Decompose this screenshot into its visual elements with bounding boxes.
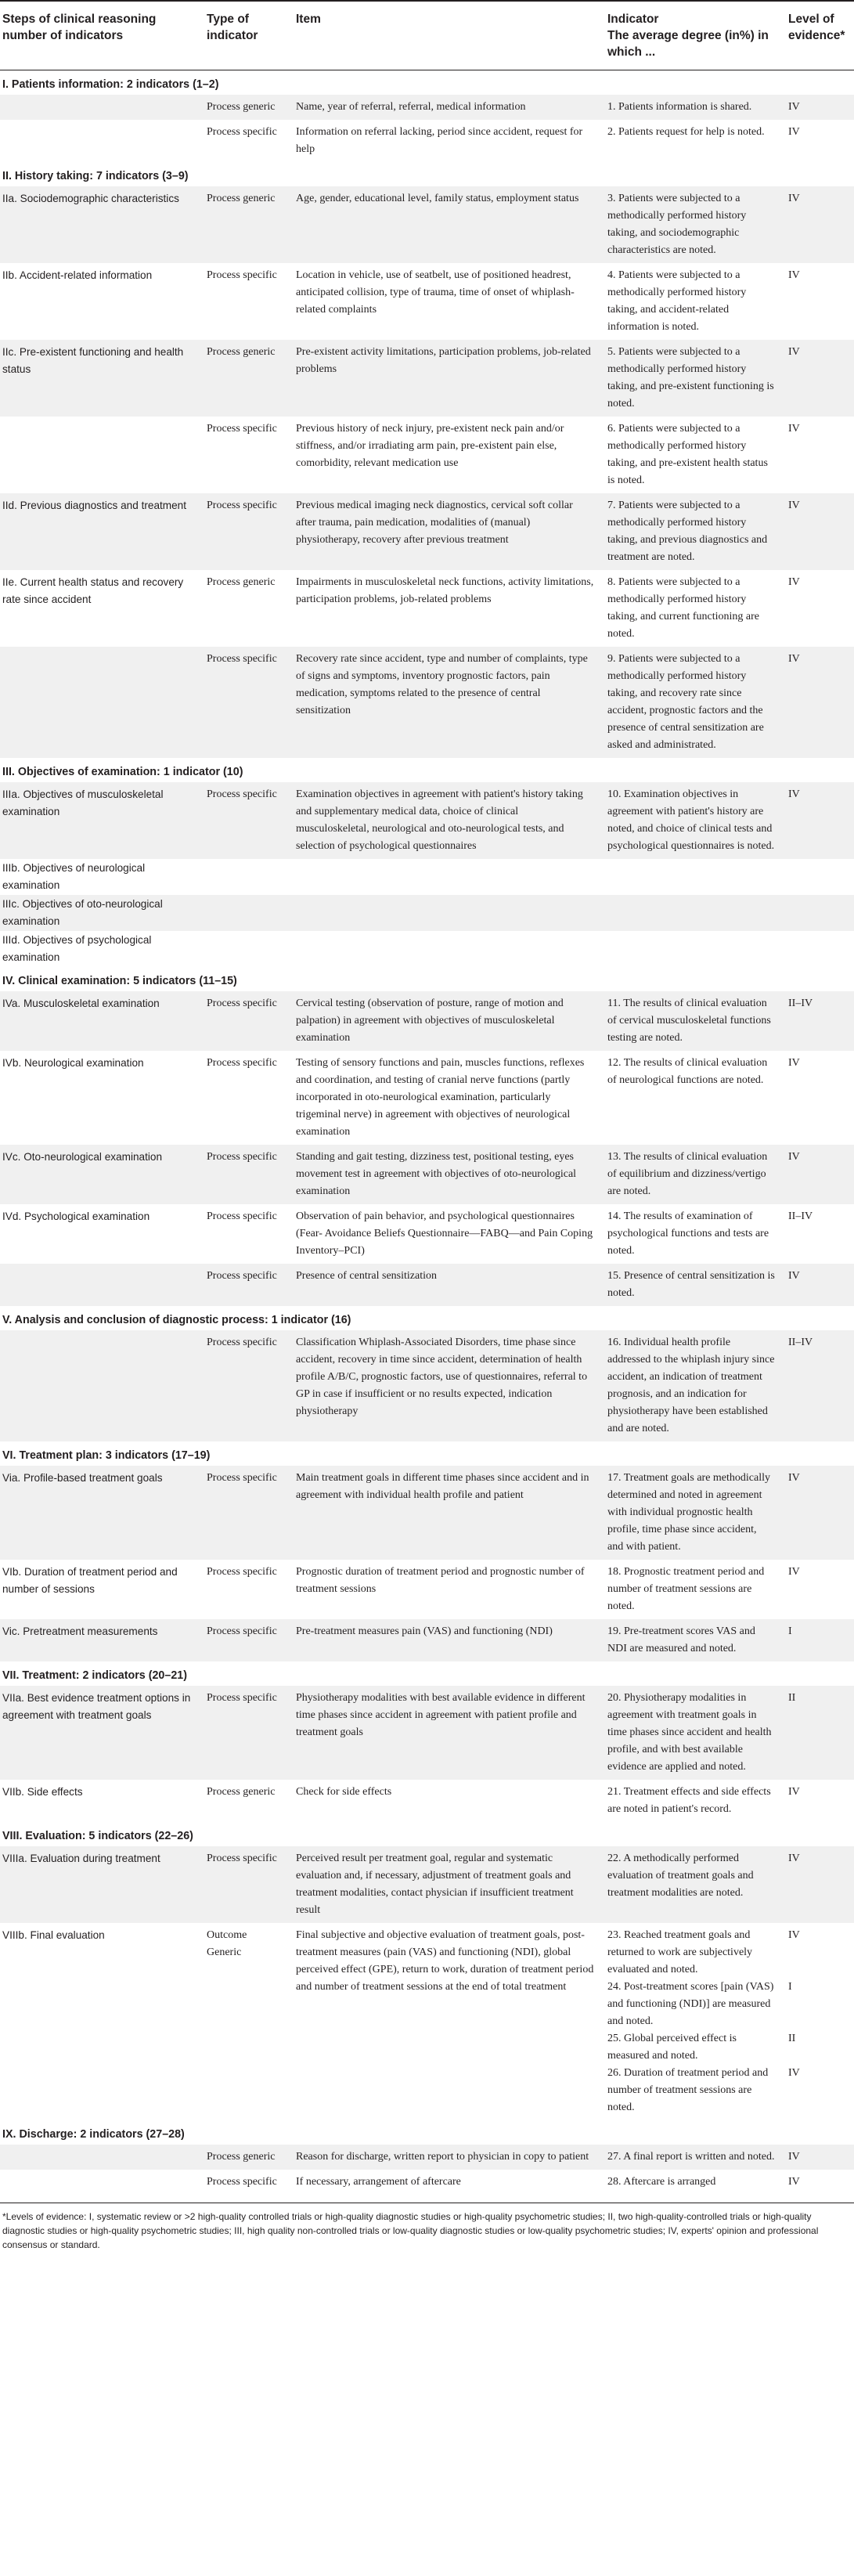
cell-indicator: 1. Patients information is shared. <box>605 95 786 120</box>
cell-level: II–IV <box>786 991 854 1051</box>
cell-type: Process specific <box>207 126 277 138</box>
cell-step: IVd. Psychological examination <box>2 1210 150 1222</box>
table-row <box>0 931 854 967</box>
cell-type: Process specific <box>204 1264 294 1306</box>
cell-step: IIc. Pre-existent functioning and health status <box>0 340 204 417</box>
cell-item: Reason for discharge, written report to physician in copy to patient <box>294 2145 605 2170</box>
cell-type: Process specific <box>207 1210 277 1222</box>
cell-indicator: 28. Aftercare is arranged <box>607 2176 716 2188</box>
section-heading <box>0 70 854 96</box>
cell-indicator: 10. Examination objectives in agreement with patient's history are noted, and choice of clinical tests and psychological questionnaires is noted. <box>605 782 786 859</box>
cell-type: Outcome Generic <box>207 1929 247 1958</box>
table-row <box>0 1204 854 1264</box>
cell-level: II–IV <box>788 1210 813 1222</box>
cell-level: II–IV <box>786 1330 854 1441</box>
cell-indicator: 9. Patients were subjected to a methodically performed history taking, and recovery rate since accident, prognostic factors and the presence of central sensitization are asked and administrated. <box>605 647 786 758</box>
cell-step: IIb. Accident-related information <box>2 269 153 281</box>
cell-indicator: 3. Patients were subjected to a methodically performed history taking, and sociodemographic characteristics are noted. <box>605 186 786 263</box>
cell-level: IV <box>786 2145 854 2170</box>
cell-step: IIe. Current health status and recovery rate since accident <box>2 576 184 605</box>
cell-step <box>0 2170 204 2195</box>
section-heading <box>0 1661 854 1686</box>
section-title: VIII. Evaluation: 5 indicators (22–26) <box>2 1830 193 1842</box>
cell-step: VIIa. Best evidence treatment options in agreement with treatment goals <box>0 1686 204 1780</box>
cell-item: If necessary, arrangement of aftercare <box>296 2176 461 2188</box>
evidence-level: IV <box>788 2067 800 2079</box>
cell-step: IIIb. Objectives of neurological examination <box>2 862 146 891</box>
cell-indicator <box>605 931 786 967</box>
cell-type: Process generic <box>204 2145 294 2170</box>
table-row <box>0 859 854 895</box>
cell-item: Observation of pain behavior, and psychological questionnaires (Fear- Avoidance Beliefs Questionnaire—FABQ—and Pain Coping Inventory–PCI) <box>296 1210 593 1257</box>
cell-step: IIIc. Objectives of oto-neurological examination <box>0 895 204 931</box>
cell-step <box>0 95 204 120</box>
cell-indicator: 5. Patients were subjected to a methodically performed history taking, and pre-existent functioning is noted. <box>605 340 786 417</box>
section-heading <box>0 162 854 186</box>
header-indicator-title: Indicator <box>607 13 659 26</box>
evidence-level: IV <box>788 1929 800 1941</box>
cell-step: IIId. Objectives of psychological examination <box>2 934 152 963</box>
table-row <box>0 1686 854 1780</box>
cell-indicator: 8. Patients were subjected to a methodically performed history taking, and current functioning are noted. <box>607 576 759 640</box>
header-level: Level of evidence* <box>786 1 854 70</box>
cell-indicator: 15. Presence of central sensitization is noted. <box>605 1264 786 1306</box>
cell-indicator: 19. Pre-treatment scores VAS and NDI are measured and noted. <box>605 1619 786 1661</box>
header-indicator <box>605 1 786 70</box>
cell-type: Process generic <box>204 95 294 120</box>
cell-type: Process specific <box>204 1466 294 1560</box>
cell-type <box>204 895 294 931</box>
cell-type: Process specific <box>204 1686 294 1780</box>
cell-level: IV <box>786 95 854 120</box>
cell-step: Via. Profile-based treatment goals <box>0 1466 204 1560</box>
cell-indicator: 17. Treatment goals are methodically determined and noted in agreement with individual prognostic health profile, time phase since accident, and with patient. <box>605 1466 786 1560</box>
cell-item: Recovery rate since accident, type and number of complaints, type of signs and symptoms, inventory prognostic factors, pain medication, symptoms related to the presence of central sensitization <box>294 647 605 758</box>
cell-level: I <box>786 1619 854 1661</box>
cell-level: IV <box>788 2176 800 2188</box>
cell-item: Standing and gait testing, dizziness test, positional testing, eyes movement test in agreement with objectives of oto-neurological examination <box>294 1145 605 1204</box>
cell-level: IV <box>788 1786 800 1798</box>
section-heading <box>0 1441 854 1466</box>
section-title: IV. Clinical examination: 5 indicators (11–15) <box>2 975 237 987</box>
cell-level: II <box>786 1686 854 1780</box>
cell-step: IVc. Oto-neurological examination <box>0 1145 204 1204</box>
cell-indicator <box>605 895 786 931</box>
cell-level: IV <box>788 576 800 588</box>
section-heading <box>0 1306 854 1330</box>
cell-item: Testing of sensory functions and pain, muscles functions, reflexes and coordination, and testing of cranial nerve functions (partly incorporated in oto-neurological examination, particularly trigeminal nerve) in agreement with objectives of neurological examination <box>296 1057 585 1138</box>
cell-level: IV <box>786 340 854 417</box>
cell-step <box>0 1330 204 1441</box>
cell-item: Main treatment goals in different time phases since accident and in agreement with individual health profile and patient <box>294 1466 605 1560</box>
cell-type: Process generic <box>204 340 294 417</box>
cell-type: Process specific <box>204 991 294 1051</box>
cell-type: Process specific <box>204 1619 294 1661</box>
table-row <box>0 1560 854 1619</box>
cell-type <box>204 931 294 967</box>
table-header <box>0 1 854 70</box>
table-row <box>0 1846 854 1923</box>
cell-item: Prognostic duration of treatment period and prognostic number of treatment sessions <box>296 1566 585 1595</box>
cell-item: Examination objectives in agreement with patient's history taking and supplementary medical data, choice of clinical musculoskeletal, neurological and oto-neurological tests, and selection of psychological questionnaires <box>294 782 605 859</box>
table-body <box>0 70 854 2195</box>
indicator-text: 26. Duration of treatment period and number of treatment sessions are noted. <box>607 2067 769 2113</box>
cell-indicator: 14. The results of examination of psychological functions and tests are noted. <box>607 1210 769 1257</box>
table-row <box>0 340 854 417</box>
evidence-level: I <box>788 1981 792 1993</box>
cell-step: IId. Previous diagnostics and treatment <box>0 493 204 570</box>
cell-type: Process specific <box>207 269 277 281</box>
cell-step: VIb. Duration of treatment period and number of sessions <box>2 1566 178 1595</box>
cell-type: Process specific <box>207 423 277 435</box>
cell-level <box>786 895 854 931</box>
table-row <box>0 1330 854 1441</box>
cell-indicator: 21. Treatment effects and side effects are noted in patient's record. <box>607 1786 771 1815</box>
table-row <box>0 1264 854 1306</box>
cell-item: Classification Whiplash-Associated Disorders, time phase since accident, recovery in time since accident, determination of health profile A/B/C, prognostic factors, use of questionnaires, referral to GP in case if insufficient or no results expected, indication physiotherapy <box>294 1330 605 1441</box>
cell-indicator: 27. A final report is written and noted. <box>605 2145 786 2170</box>
section-title: II. History taking: 7 indicators (3–9) <box>2 170 189 182</box>
cell-type <box>204 859 294 895</box>
table-row <box>0 120 854 162</box>
cell-type: Process specific <box>204 493 294 570</box>
table-row <box>0 1466 854 1560</box>
footnote: *Levels of evidence: I, systematic review or >2 high-quality controlled trials or high-quality diagnostic studies or high-quality psychometric studies; II, two high-quality-controlled trials or high-quality diagnostic studies or high-quality psychometric studies; III, high quality non-controlled trials or low-quality diagnostic studies or low-quality psychometric studies; IV, experts' opinion and professional consensus or standard. <box>0 2203 854 2252</box>
cell-item: Impairments in musculoskeletal neck functions, activity limitations, participation problems, job-related problems <box>296 576 594 605</box>
cell-step: VIIIa. Evaluation during treatment <box>0 1846 204 1923</box>
table-row <box>0 1619 854 1661</box>
cell-step <box>0 647 204 758</box>
cell-item <box>294 931 605 967</box>
cell-item: Information on referral lacking, period since accident, request for help <box>296 126 583 155</box>
section-heading <box>0 2120 854 2145</box>
section-title: VI. Treatment plan: 3 indicators (17–19) <box>2 1449 211 1462</box>
cell-type: Process specific <box>204 1330 294 1441</box>
table-row <box>0 570 854 647</box>
section-title: I. Patients information: 2 indicators (1–2) <box>2 78 219 91</box>
cell-indicator: 12. The results of clinical evaluation of neurological functions are noted. <box>607 1057 768 1086</box>
section-title: III. Objectives of examination: 1 indicator (10) <box>2 766 243 778</box>
cell-item: Previous history of neck injury, pre-existent neck pain and/or stiffness, and/or irradiating arm pain, pre-existent pain else, comorbidity, relevant medication use <box>296 423 564 469</box>
cell-item: Name, year of referral, referral, medical information <box>294 95 605 120</box>
cell-step: IVb. Neurological examination <box>2 1057 144 1069</box>
cell-item: Location in vehicle, use of seatbelt, use of positioned headrest, anticipated collision, type of trauma, time of onset of whiplash-related complaints <box>296 269 575 316</box>
table-row <box>0 782 854 859</box>
header-item: Item <box>294 1 605 70</box>
cell-type: Process specific <box>204 1846 294 1923</box>
cell-indicator: 22. A methodically performed evaluation of treatment goals and treatment modalities are noted. <box>605 1846 786 1923</box>
cell-step: IIIa. Objectives of musculoskeletal examination <box>0 782 204 859</box>
cell-item <box>294 859 605 895</box>
cell-type: Process generic <box>207 1786 276 1798</box>
cell-item: Cervical testing (observation of posture, range of motion and palpation) in agreement with objectives of musculoskeletal examination <box>294 991 605 1051</box>
table-row <box>0 1923 854 2120</box>
section-title: V. Analysis and conclusion of diagnostic process: 1 indicator (16) <box>2 1314 351 1326</box>
cell-type: Process generic <box>204 186 294 263</box>
table-row <box>0 493 854 570</box>
cell-indicator: 4. Patients were subjected to a methodically performed history taking, and accident-related information is noted. <box>607 269 747 333</box>
section-heading <box>0 758 854 782</box>
indicator-text: 24. Post-treatment scores [pain (VAS) and functioning (NDI)] are measured and noted. <box>607 1981 774 2027</box>
cell-level: IV <box>788 1057 800 1069</box>
cell-indicator: 7. Patients were subjected to a methodically performed history taking, and previous diagnostics and treatment are noted. <box>605 493 786 570</box>
cell-step: VIIb. Side effects <box>2 1786 83 1798</box>
header-type: Type of indicator <box>204 1 294 70</box>
cell-indicator: 6. Patients were subjected to a methodically performed history taking, and pre-existent health status is noted. <box>607 423 768 486</box>
cell-level: IV <box>788 126 800 138</box>
indicator-text: 23. Reached treatment goals and returned to work are subjectively evaluated and noted. <box>607 1929 753 1975</box>
cell-indicator: 11. The results of clinical evaluation of cervical musculoskeletal functions testing are noted. <box>605 991 786 1051</box>
cell-item: Pre-treatment measures pain (VAS) and functioning (NDI) <box>294 1619 605 1661</box>
table-row <box>0 417 854 493</box>
table-row <box>0 1145 854 1204</box>
header-indicator-subtitle: The average degree (in%) in which ... <box>607 29 769 59</box>
cell-type: Process specific <box>207 1566 277 1578</box>
cell-indicator: 16. Individual health profile addressed to the whiplash injury since accident, an indication of treatment prognosis, and an indication for physiotherapy have been established and are noted. <box>605 1330 786 1441</box>
cell-type: Process specific <box>204 1145 294 1204</box>
cell-type: Process specific <box>204 782 294 859</box>
cell-indicator: 18. Prognostic treatment period and number of treatment sessions are noted. <box>607 1566 765 1612</box>
table-row <box>0 1780 854 1822</box>
cell-level: IV <box>786 186 854 263</box>
cell-level <box>786 931 854 967</box>
table-row <box>0 2145 854 2170</box>
cell-step <box>0 120 204 162</box>
cell-level <box>786 859 854 895</box>
cell-level: IV <box>786 1145 854 1204</box>
cell-item: Perceived result per treatment goal, regular and systematic evaluation and, if necessary, adjustment of treatment goals and treatment modalities, contact physician if insufficient treatment result <box>294 1846 605 1923</box>
cell-step <box>0 1264 204 1306</box>
cell-step <box>0 2145 204 2170</box>
cell-type: Process specific <box>207 1057 277 1069</box>
cell-step: Vic. Pretreatment measurements <box>0 1619 204 1661</box>
cell-level: IV <box>786 647 854 758</box>
table-row <box>0 647 854 758</box>
cell-level: IV <box>788 423 800 435</box>
table-row <box>0 95 854 120</box>
cell-type: Process specific <box>207 2176 277 2188</box>
table-row <box>0 2170 854 2195</box>
table-row <box>0 991 854 1051</box>
table-row <box>0 1051 854 1145</box>
cell-item: Check for side effects <box>296 1786 392 1798</box>
cell-item: Pre-existent activity limitations, participation problems, job-related problems <box>294 340 605 417</box>
cell-item: Previous medical imaging neck diagnostics, cervical soft collar after trauma, pain medication, modalities of (manual) physiotherapy, recovery after previous treatment <box>294 493 605 570</box>
section-title: VII. Treatment: 2 indicators (20–21) <box>2 1669 187 1682</box>
cell-indicator <box>605 1923 786 2120</box>
cell-type: Process specific <box>204 647 294 758</box>
cell-level: IV <box>786 1264 854 1306</box>
section-heading <box>0 1822 854 1846</box>
header-steps: Steps of clinical reasoning number of indicators <box>0 1 204 70</box>
cell-level: IV <box>786 782 854 859</box>
cell-step: IVa. Musculoskeletal examination <box>0 991 204 1051</box>
cell-level: IV <box>786 1466 854 1560</box>
cell-level <box>786 1923 854 2120</box>
cell-item: Final subjective and objective evaluation of treatment goals, post-treatment measures (pain (VAS) and functioning (NDI), global perceived effect (GPE), return to work, duration of treatment period and number of treatment sessions at the end of total treatment <box>296 1929 594 1993</box>
cell-level: IV <box>786 493 854 570</box>
indicator-text: 25. Global perceived effect is measured and noted. <box>607 2033 737 2062</box>
cell-step: IIa. Sociodemographic characteristics <box>0 186 204 263</box>
section-heading <box>0 967 854 991</box>
table-row <box>0 263 854 340</box>
table-row <box>0 895 854 931</box>
cell-type: Process generic <box>207 576 276 588</box>
cell-step: VIIIb. Final evaluation <box>2 1929 105 1941</box>
cell-item <box>294 895 605 931</box>
evidence-level: II <box>788 2033 796 2044</box>
cell-level: IV <box>786 1846 854 1923</box>
cell-indicator: 13. The results of clinical evaluation of equilibrium and dizziness/vertigo are noted. <box>605 1145 786 1204</box>
cell-item: Age, gender, educational level, family status, employment status <box>294 186 605 263</box>
cell-indicator: 20. Physiotherapy modalities in agreement with treatment goals in time phases since accident and health profile, and with best available evidence are applied and noted. <box>605 1686 786 1780</box>
section-title: IX. Discharge: 2 indicators (27–28) <box>2 2128 185 2141</box>
cell-level: IV <box>788 269 800 281</box>
cell-item: Physiotherapy modalities with best available evidence in different time phases since accident in agreement with patient profile and treatment goals <box>294 1686 605 1780</box>
table-row <box>0 186 854 263</box>
cell-indicator: 2. Patients request for help is noted. <box>607 126 765 138</box>
cell-item: Presence of central sensitization <box>294 1264 605 1306</box>
cell-indicator <box>605 859 786 895</box>
cell-level: IV <box>788 1566 800 1578</box>
cell-step <box>0 417 204 493</box>
